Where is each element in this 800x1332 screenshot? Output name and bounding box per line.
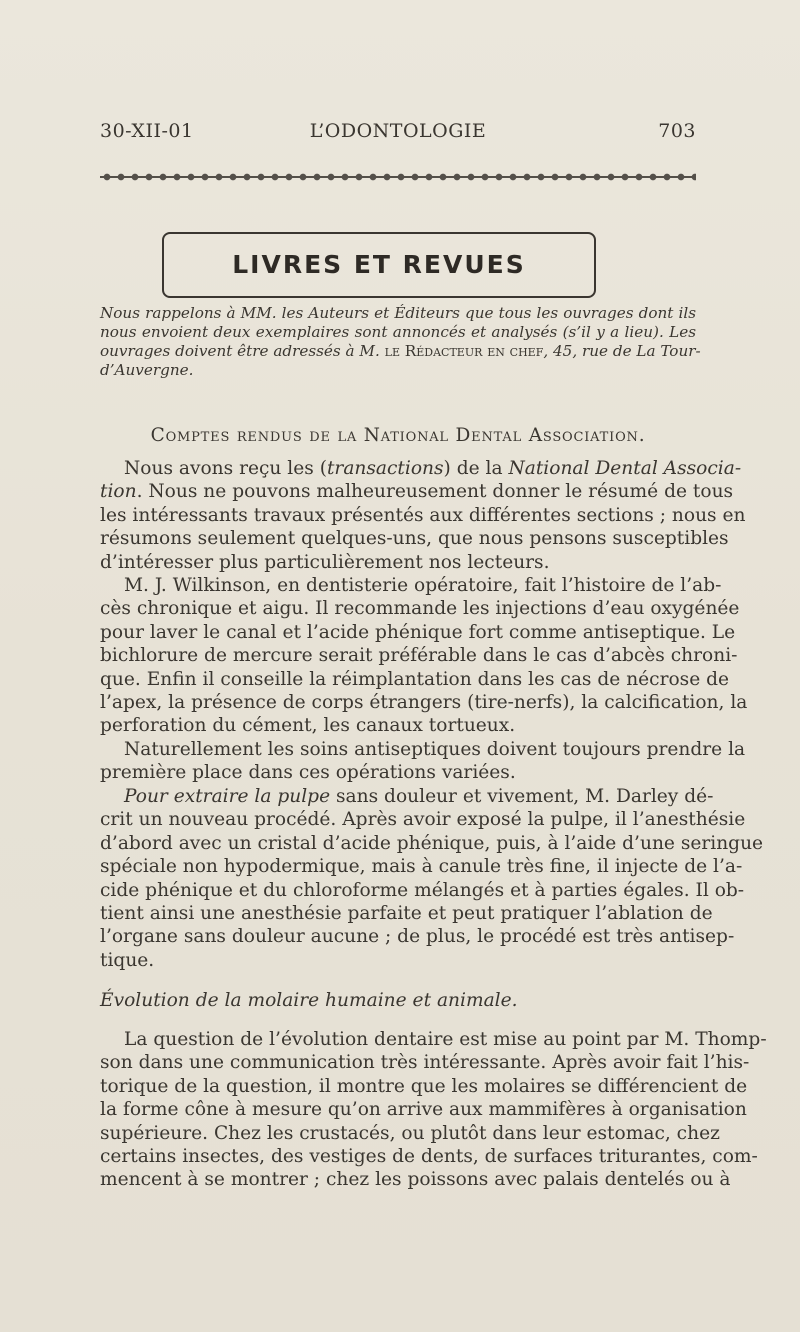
text-line <box>100 785 714 808</box>
text-line: l’organe sans douleur aucune ; de plus, le procédé est très antisep- <box>100 926 735 948</box>
text-run: . Nous ne pouvons malheureusement donner le résumé de tous <box>136 481 734 503</box>
issue-date: 30-XII-01 <box>100 120 194 142</box>
text-line: pour laver le canal et l’acide phénique fort comme antiseptique. Le <box>100 621 736 643</box>
text-line: certains insectes, des vestiges de dents, de surfaces triturantes, com- <box>100 1146 758 1168</box>
notice-line: nous envoient deux exemplaires sont annoncés et analysés (s’il y a lieu). Les <box>100 323 696 341</box>
text-run: ) de la <box>443 458 509 479</box>
text-line: cide phénique et du chloroforme mélangés et à parties égales. Il ob- <box>100 879 745 901</box>
text-line: tient ainsi une anesthésie parfaite et peut pratiquer l’ablation de <box>100 903 713 925</box>
text-line: la forme cône à mesure qu’on arrive aux mammifères à organisation <box>100 1099 747 1121</box>
journal-title: L’ODONTOLOGIE <box>309 120 487 142</box>
text-line: d’intéresser plus particulièrement nos lecteurs. <box>100 551 550 573</box>
notice-line: Nous rappelons à MM. les Auteurs et Éditeurs que tous les ouvrages dont ils <box>100 304 696 322</box>
text-line: perforation du cément, les canaux tortueux. <box>100 715 516 737</box>
page-number: 703 <box>658 120 696 142</box>
text-line: que. Enfin il conseille la réimplantation dans les cas de nécrose de <box>100 668 730 690</box>
text-line: Naturellement les soins antiseptiques doivent toujours prendre la <box>124 739 746 760</box>
italic-run: transactions <box>326 458 444 479</box>
italic-run: tion <box>100 481 137 503</box>
text-run: Nous avons reçu les ( <box>124 458 327 479</box>
text-line: spéciale non hypodermique, mais à canule très fine, il injecte de l’a- <box>100 856 743 878</box>
paragraph-5 <box>100 1028 767 1192</box>
decorative-rule <box>100 170 696 184</box>
text-line: torique de la question, il montre que les molaires se différencient de <box>100 1075 748 1097</box>
italic-run: National Dental Associa- <box>508 458 742 479</box>
notice-text: ouvrages doivent être adressés à M. <box>100 342 380 360</box>
text-line: l’apex, la présence de corps étrangers (tire-nerfs), la calcification, la <box>100 692 748 714</box>
running-head <box>100 120 696 150</box>
subsection-heading: Évolution de la molaire humaine et animale. <box>100 990 518 1011</box>
text-line: résumons seulement quelques-uns, que nous pensons susceptibles <box>100 528 729 550</box>
text-line: crit un nouveau procédé. Après avoir exposé la pulpe, il l’anesthésie <box>100 809 746 831</box>
text-line: tique. <box>100 949 155 971</box>
text-line: son dans une communication très intéressante. Après avoir fait l’his- <box>100 1052 750 1074</box>
paragraph-3 <box>100 738 746 785</box>
text-line <box>100 457 742 480</box>
text-line: les intéressants travaux présentés aux différentes sections ; nous en <box>100 504 746 526</box>
text-line <box>100 480 734 503</box>
section-title: LIVRES ET REVUES <box>232 250 526 279</box>
text-line: bichlorure de mercure serait préférable dans le cas d’abcès chroni- <box>100 645 738 667</box>
text-line: première place dans ces opérations variées. <box>100 762 516 784</box>
text-line: M. J. Wilkinson, en dentisterie opératoire, fait l’histoire de l’ab- <box>124 575 722 596</box>
article-heading: Comptes rendus de la National Dental Association. <box>150 425 646 446</box>
paragraph-4 <box>100 785 764 972</box>
paragraph-1 <box>100 457 746 574</box>
text-line: cès chronique et aigu. Il recommande les injections d’eau oxygénée <box>100 598 740 620</box>
paragraph-2 <box>100 574 748 738</box>
editorial-notice <box>100 304 701 380</box>
notice-address: , 45, rue de La Tour- <box>543 342 701 360</box>
text-line: La question de l’évolution dentaire est mise au point par M. Thomp- <box>124 1029 767 1050</box>
text-line: supérieure. Chez les crustacés, ou plutôt dans leur estomac, chez <box>100 1122 720 1144</box>
notice-line <box>100 342 701 361</box>
text-line: d’abord avec un cristal d’acide phénique, puis, à l’aide d’une seringue <box>100 832 764 854</box>
text-run: sans douleur et vivement, M. Darley dé- <box>330 786 714 807</box>
notice-addressee: le Rédacteur en chef <box>384 342 544 360</box>
notice-line: d’Auvergne. <box>100 361 194 379</box>
section-title-frame <box>162 232 596 298</box>
text-line: mencent à se montrer ; chez les poissons avec palais dentelés ou à <box>100 1169 731 1191</box>
italic-run: Pour extraire la pulpe <box>124 786 331 807</box>
